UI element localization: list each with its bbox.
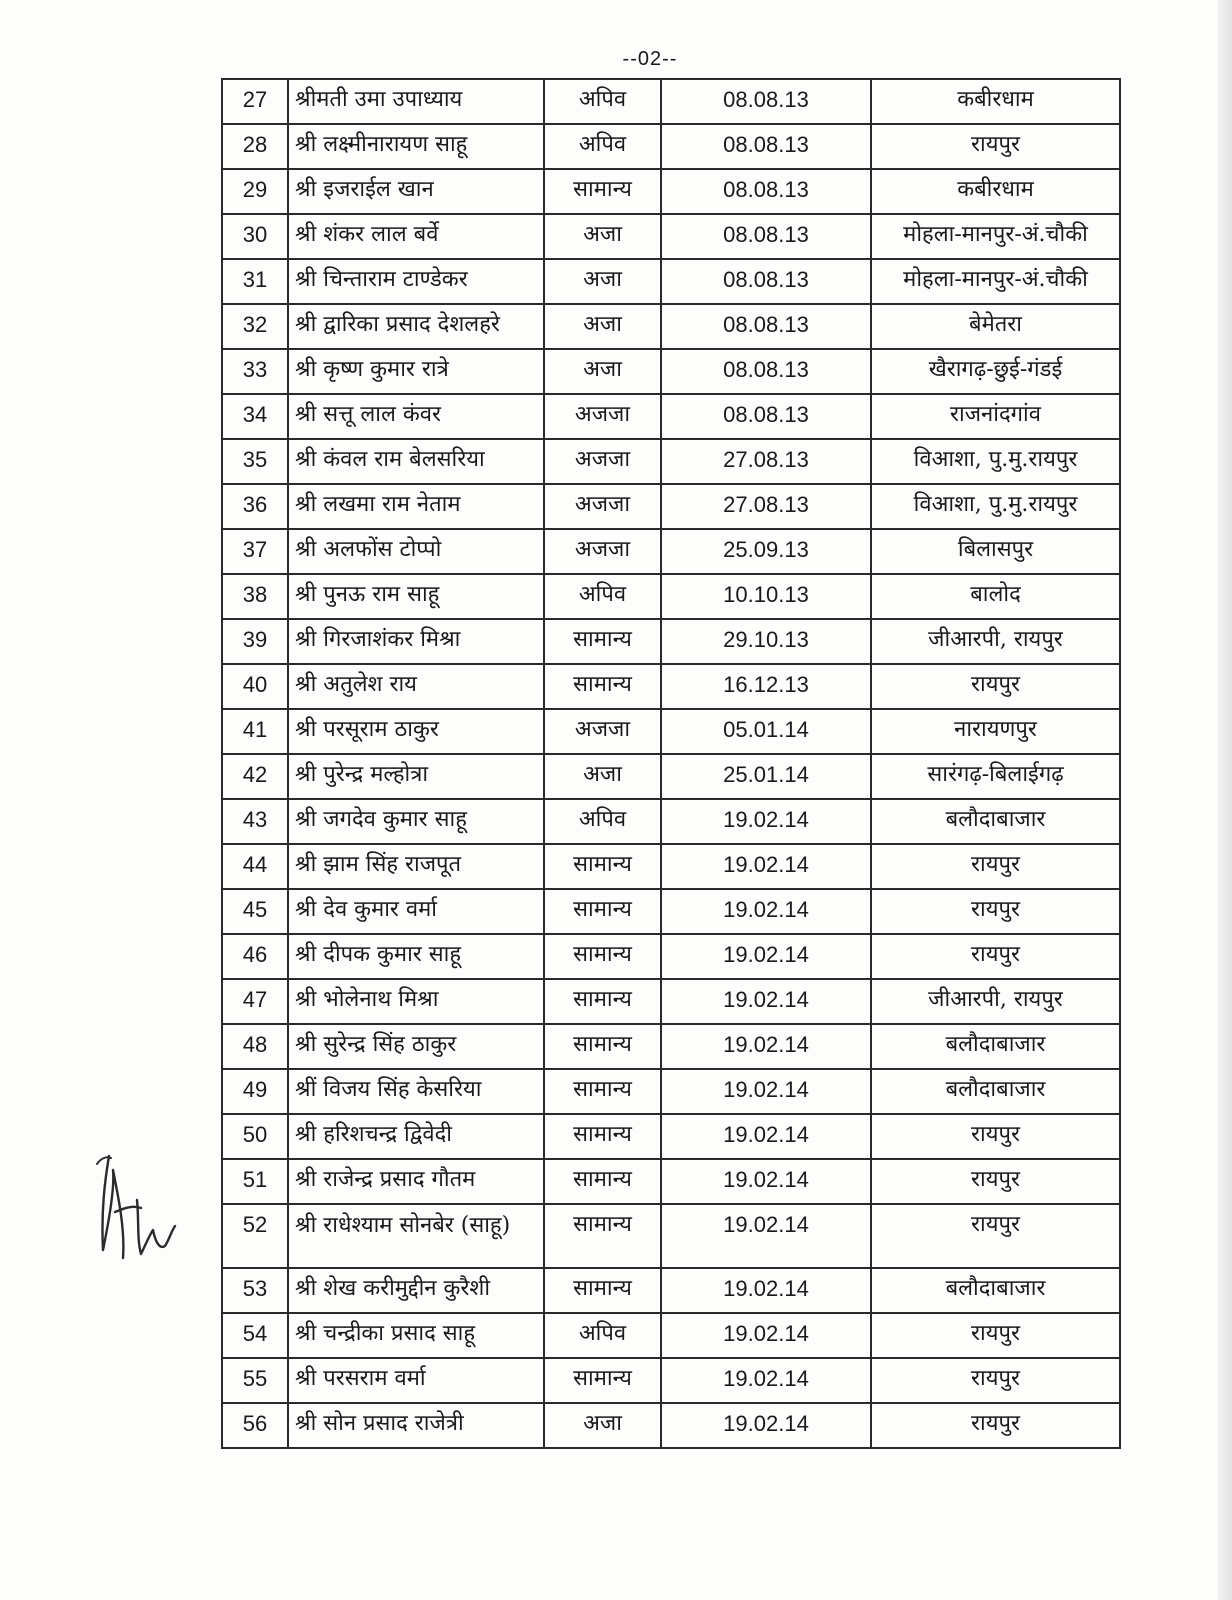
category-cell: अजा bbox=[544, 259, 661, 304]
name-cell: श्री द्वारिका प्रसाद देशलहरे bbox=[288, 304, 544, 349]
name-cell: श्री गिरजाशंकर मिश्रा bbox=[288, 619, 544, 664]
posting-place-cell: बलौदाबाजार bbox=[871, 1024, 1120, 1069]
serial-number-cell: 38 bbox=[222, 574, 288, 619]
name-cell: श्री सुरेन्द्र सिंह ठाकुर bbox=[288, 1024, 544, 1069]
category-cell: अपिव bbox=[544, 124, 661, 169]
category-cell: सामान्य bbox=[544, 979, 661, 1024]
name-cell: श्री चिन्ताराम टाण्डेकर bbox=[288, 259, 544, 304]
date-cell: 19.02.14 bbox=[661, 1024, 871, 1069]
serial-number-cell: 30 bbox=[222, 214, 288, 259]
posting-place-cell: बलौदाबाजार bbox=[871, 1069, 1120, 1114]
handwritten-signature bbox=[95, 1150, 185, 1265]
posting-place-cell: नारायणपुर bbox=[871, 709, 1120, 754]
table-row bbox=[222, 1268, 1120, 1313]
posting-place-cell: खैरागढ़-छुई-गंडई bbox=[871, 349, 1120, 394]
serial-number-cell: 33 bbox=[222, 349, 288, 394]
date-cell: 05.01.14 bbox=[661, 709, 871, 754]
serial-number-cell: 37 bbox=[222, 529, 288, 574]
name-cell: श्री पुरेन्द्र मल्होत्रा bbox=[288, 754, 544, 799]
table-row bbox=[222, 529, 1120, 574]
date-cell: 19.02.14 bbox=[661, 1114, 871, 1159]
date-cell: 08.08.13 bbox=[661, 349, 871, 394]
serial-number-cell: 42 bbox=[222, 754, 288, 799]
posting-place-cell: रायपुर bbox=[871, 664, 1120, 709]
category-cell: अजजा bbox=[544, 439, 661, 484]
posting-place-cell: बलौदाबाजार bbox=[871, 799, 1120, 844]
date-cell: 19.02.14 bbox=[661, 979, 871, 1024]
table-row bbox=[222, 79, 1120, 124]
name-cell: श्रीमती उमा उपाध्याय bbox=[288, 79, 544, 124]
serial-number-cell: 41 bbox=[222, 709, 288, 754]
posting-place-cell: रायपुर bbox=[871, 844, 1120, 889]
date-cell: 16.12.13 bbox=[661, 664, 871, 709]
serial-number-cell: 46 bbox=[222, 934, 288, 979]
category-cell: सामान्य bbox=[544, 1204, 661, 1268]
name-cell: श्री परसूराम ठाकुर bbox=[288, 709, 544, 754]
category-cell: अजा bbox=[544, 214, 661, 259]
name-cell: श्री अतुलेश राय bbox=[288, 664, 544, 709]
name-cell: श्री राधेश्याम सोनबेर (साहू) bbox=[288, 1204, 544, 1268]
table-row bbox=[222, 349, 1120, 394]
category-cell: अजा bbox=[544, 754, 661, 799]
serial-number-cell: 54 bbox=[222, 1313, 288, 1358]
name-cell: श्री देव कुमार वर्मा bbox=[288, 889, 544, 934]
date-cell: 19.02.14 bbox=[661, 844, 871, 889]
table-row bbox=[222, 1069, 1120, 1114]
category-cell: सामान्य bbox=[544, 844, 661, 889]
category-cell: सामान्य bbox=[544, 1114, 661, 1159]
category-cell: सामान्य bbox=[544, 1358, 661, 1403]
table-row bbox=[222, 979, 1120, 1024]
name-cell: श्री झाम सिंह राजपूत bbox=[288, 844, 544, 889]
serial-number-cell: 43 bbox=[222, 799, 288, 844]
posting-place-cell: बालोद bbox=[871, 574, 1120, 619]
name-cell: श्री कृष्ण कुमार रात्रे bbox=[288, 349, 544, 394]
serial-number-cell: 51 bbox=[222, 1159, 288, 1204]
serial-number-cell: 36 bbox=[222, 484, 288, 529]
posting-place-cell: कबीरधाम bbox=[871, 169, 1120, 214]
serial-number-cell: 52 bbox=[222, 1204, 288, 1268]
roster-body bbox=[222, 79, 1120, 1448]
date-cell: 08.08.13 bbox=[661, 259, 871, 304]
date-cell: 08.08.13 bbox=[661, 304, 871, 349]
posting-place-cell: बेमेतरा bbox=[871, 304, 1120, 349]
date-cell: 19.02.14 bbox=[661, 1358, 871, 1403]
category-cell: सामान्य bbox=[544, 1024, 661, 1069]
table-row bbox=[222, 1114, 1120, 1159]
category-cell: अजजा bbox=[544, 484, 661, 529]
date-cell: 27.08.13 bbox=[661, 484, 871, 529]
table-row bbox=[222, 754, 1120, 799]
name-cell: श्री अलफोंस टोप्पो bbox=[288, 529, 544, 574]
category-cell: अजा bbox=[544, 349, 661, 394]
posting-place-cell: मोहला-मानपुर-अं.चौकी bbox=[871, 214, 1120, 259]
name-cell: श्री हरिशचन्द्र द्विवेदी bbox=[288, 1114, 544, 1159]
scan-edge-shadow bbox=[1218, 0, 1232, 1600]
serial-number-cell: 53 bbox=[222, 1268, 288, 1313]
roster-table bbox=[221, 78, 1121, 1449]
table-row bbox=[222, 304, 1120, 349]
posting-place-cell: रायपुर bbox=[871, 1204, 1120, 1268]
category-cell: अपिव bbox=[544, 799, 661, 844]
category-cell: सामान्य bbox=[544, 889, 661, 934]
date-cell: 25.01.14 bbox=[661, 754, 871, 799]
table-row bbox=[222, 709, 1120, 754]
table-row bbox=[222, 1159, 1120, 1204]
table-row bbox=[222, 619, 1120, 664]
posting-place-cell: रायपुर bbox=[871, 1358, 1120, 1403]
serial-number-cell: 45 bbox=[222, 889, 288, 934]
table-row bbox=[222, 484, 1120, 529]
date-cell: 19.02.14 bbox=[661, 934, 871, 979]
posting-place-cell: जीआरपी, रायपुर bbox=[871, 979, 1120, 1024]
posting-place-cell: सारंगढ़-बिलाईगढ़ bbox=[871, 754, 1120, 799]
name-cell: श्री परसराम वर्मा bbox=[288, 1358, 544, 1403]
posting-place-cell: रायपुर bbox=[871, 124, 1120, 169]
posting-place-cell: रायपुर bbox=[871, 1403, 1120, 1448]
name-cell: श्री सोन प्रसाद राजेत्री bbox=[288, 1403, 544, 1448]
serial-number-cell: 28 bbox=[222, 124, 288, 169]
posting-place-cell: रायपुर bbox=[871, 1313, 1120, 1358]
name-cell: श्रीं विजय सिंह केसरिया bbox=[288, 1069, 544, 1114]
table-row bbox=[222, 1204, 1120, 1268]
posting-place-cell: विआशा, पु.मु.रायपुर bbox=[871, 484, 1120, 529]
table-row bbox=[222, 799, 1120, 844]
category-cell: अपिव bbox=[544, 1313, 661, 1358]
category-cell: अजा bbox=[544, 1403, 661, 1448]
date-cell: 08.08.13 bbox=[661, 169, 871, 214]
date-cell: 27.08.13 bbox=[661, 439, 871, 484]
posting-place-cell: मोहला-मानपुर-अं.चौकी bbox=[871, 259, 1120, 304]
table-row bbox=[222, 124, 1120, 169]
table-row bbox=[222, 574, 1120, 619]
name-cell: श्री कंवल राम बेलसरिया bbox=[288, 439, 544, 484]
serial-number-cell: 32 bbox=[222, 304, 288, 349]
name-cell: श्री भोलेनाथ मिश्रा bbox=[288, 979, 544, 1024]
category-cell: सामान्य bbox=[544, 664, 661, 709]
date-cell: 19.02.14 bbox=[661, 1403, 871, 1448]
name-cell: श्री लक्ष्मीनारायण साहू bbox=[288, 124, 544, 169]
name-cell: श्री सत्तू लाल कंवर bbox=[288, 394, 544, 439]
table-row bbox=[222, 1024, 1120, 1069]
date-cell: 19.02.14 bbox=[661, 1069, 871, 1114]
posting-place-cell: बलौदाबाजार bbox=[871, 1268, 1120, 1313]
date-cell: 08.08.13 bbox=[661, 214, 871, 259]
date-cell: 19.02.14 bbox=[661, 1313, 871, 1358]
category-cell: सामान्य bbox=[544, 1268, 661, 1313]
table-row bbox=[222, 439, 1120, 484]
serial-number-cell: 55 bbox=[222, 1358, 288, 1403]
name-cell: श्री दीपक कुमार साहू bbox=[288, 934, 544, 979]
date-cell: 19.02.14 bbox=[661, 1268, 871, 1313]
category-cell: अपिव bbox=[544, 574, 661, 619]
serial-number-cell: 34 bbox=[222, 394, 288, 439]
table-row bbox=[222, 1313, 1120, 1358]
serial-number-cell: 47 bbox=[222, 979, 288, 1024]
category-cell: अजा bbox=[544, 304, 661, 349]
posting-place-cell: रायपुर bbox=[871, 1159, 1120, 1204]
table-row bbox=[222, 214, 1120, 259]
posting-place-cell: रायपुर bbox=[871, 934, 1120, 979]
posting-place-cell: रायपुर bbox=[871, 1114, 1120, 1159]
table-row bbox=[222, 259, 1120, 304]
posting-place-cell: राजनांदगांव bbox=[871, 394, 1120, 439]
serial-number-cell: 27 bbox=[222, 79, 288, 124]
name-cell: श्री जगदेव कुमार साहू bbox=[288, 799, 544, 844]
category-cell: अजजा bbox=[544, 394, 661, 439]
posting-place-cell: जीआरपी, रायपुर bbox=[871, 619, 1120, 664]
name-cell: श्री लखमा राम नेताम bbox=[288, 484, 544, 529]
date-cell: 10.10.13 bbox=[661, 574, 871, 619]
posting-place-cell: विआशा, पु.मु.रायपुर bbox=[871, 439, 1120, 484]
serial-number-cell: 29 bbox=[222, 169, 288, 214]
date-cell: 08.08.13 bbox=[661, 79, 871, 124]
table-row bbox=[222, 844, 1120, 889]
name-cell: श्री शंकर लाल बर्वे bbox=[288, 214, 544, 259]
name-cell: श्री राजेन्द्र प्रसाद गौतम bbox=[288, 1159, 544, 1204]
table-row bbox=[222, 169, 1120, 214]
category-cell: अपिव bbox=[544, 79, 661, 124]
date-cell: 19.02.14 bbox=[661, 1204, 871, 1268]
table-row bbox=[222, 1403, 1120, 1448]
name-cell: श्री शेख करीमुद्दीन कुरैशी bbox=[288, 1268, 544, 1313]
date-cell: 19.02.14 bbox=[661, 1159, 871, 1204]
category-cell: सामान्य bbox=[544, 169, 661, 214]
serial-number-cell: 50 bbox=[222, 1114, 288, 1159]
serial-number-cell: 56 bbox=[222, 1403, 288, 1448]
category-cell: सामान्य bbox=[544, 1159, 661, 1204]
category-cell: अजजा bbox=[544, 709, 661, 754]
date-cell: 08.08.13 bbox=[661, 124, 871, 169]
table-row bbox=[222, 1358, 1120, 1403]
date-cell: 19.02.14 bbox=[661, 799, 871, 844]
page-number: --02-- bbox=[622, 48, 678, 70]
category-cell: सामान्य bbox=[544, 1069, 661, 1114]
category-cell: सामान्य bbox=[544, 619, 661, 664]
serial-number-cell: 48 bbox=[222, 1024, 288, 1069]
date-cell: 08.08.13 bbox=[661, 394, 871, 439]
table-row bbox=[222, 394, 1120, 439]
serial-number-cell: 44 bbox=[222, 844, 288, 889]
date-cell: 29.10.13 bbox=[661, 619, 871, 664]
serial-number-cell: 39 bbox=[222, 619, 288, 664]
serial-number-cell: 49 bbox=[222, 1069, 288, 1114]
date-cell: 19.02.14 bbox=[661, 889, 871, 934]
table-row bbox=[222, 934, 1120, 979]
posting-place-cell: रायपुर bbox=[871, 889, 1120, 934]
category-cell: अजजा bbox=[544, 529, 661, 574]
category-cell: सामान्य bbox=[544, 934, 661, 979]
name-cell: श्री इजराईल खान bbox=[288, 169, 544, 214]
date-cell: 25.09.13 bbox=[661, 529, 871, 574]
serial-number-cell: 40 bbox=[222, 664, 288, 709]
posting-place-cell: बिलासपुर bbox=[871, 529, 1120, 574]
table-row bbox=[222, 889, 1120, 934]
name-cell: श्री चन्द्रीका प्रसाद साहू bbox=[288, 1313, 544, 1358]
table-row bbox=[222, 664, 1120, 709]
serial-number-cell: 31 bbox=[222, 259, 288, 304]
posting-place-cell: कबीरधाम bbox=[871, 79, 1120, 124]
name-cell: श्री पुनऊ राम साहू bbox=[288, 574, 544, 619]
serial-number-cell: 35 bbox=[222, 439, 288, 484]
